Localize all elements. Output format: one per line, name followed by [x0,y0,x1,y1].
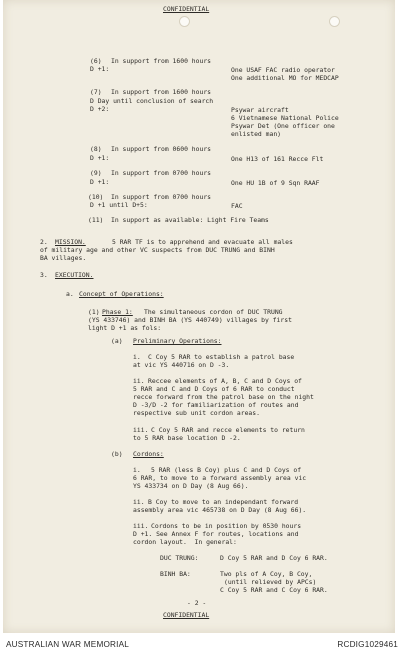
cordon-area-label: BINH BA: [160,570,191,578]
item-line: 5 RAR (less B Coy) plus C and D Coys of [151,466,302,474]
item-line: 6 RAR, to move to a forward assembly area vic [133,474,307,482]
support-unit: One USAF FAC radio operator [231,66,335,74]
item-number: i. [133,466,141,474]
item-line: D -3/D -2 for familiarization of routes and [133,401,299,409]
cordon-area-text: D Coy 5 RAR and D Coy 6 RAR. [220,554,328,562]
item-line: 5 RAR and C and D Coys of 6 RAR to conduct [133,385,295,393]
item-line: recce forward from the patrol base on the night [133,393,314,401]
subsection-number: a. [66,290,74,298]
support-unit: FAC [231,202,243,210]
item-line: D +1. See Annex F for routes, locations and [133,530,299,538]
phase-line: The simultaneous cordon of DUC TRUNG [144,308,283,316]
archive-institution: AUSTRALIAN WAR MEMORIAL [6,640,130,649]
support-day: D +1: [90,178,110,186]
mission-line: 5 RAR TF is to apprehend and evacuate all males [112,238,293,246]
item-line: to 5 RAR base location D -2. [133,434,241,442]
support-unit: One H13 of 161 Recce Flt [231,155,324,163]
support-unit: Psywar Det (One officer one [231,122,335,130]
support-day: D +1: [90,154,110,162]
archive-reference: RCDIG1029461 [337,640,398,649]
cordon-area-text: (until relieved by APCs) [224,578,317,586]
support-number: (11) [88,216,104,224]
item-line: at vic YS 440716 on D -3. [133,361,230,369]
support-unit: enlisted man) [231,130,282,138]
item-line: Reccee elements of A, B, C and D Coys of [148,377,302,385]
support-number: (8) [90,145,102,153]
support-number: (7) [90,88,102,96]
item-line: C Coy 5 RAR and recce elements to return [151,426,305,434]
item-number: iii. [133,426,149,434]
support-day: D +2: [90,105,110,113]
mission-line: BA villages. [40,254,87,262]
item-number: i. [133,353,141,361]
support-text: In support from 1600 hours [111,57,212,65]
header-classification: CONFIDENTIAL [163,5,210,13]
support-unit: 6 Vietnamese National Police [231,114,339,122]
support-text: In support from 0700 hours [111,193,212,201]
item-number: iii. [133,522,149,530]
subpara-number: (a) [111,337,123,345]
page-number: - 2 - [187,599,207,607]
item-number: ii. [133,498,145,506]
item-line: B Coy to move to an independant forward [148,498,299,506]
phase-line: light D +1 as fols: [88,324,162,332]
support-day: D Day until conclusion of search [90,97,214,105]
item-line: assembly area vic 465738 on D Day (8 Aug 66). [133,506,307,514]
item-line: Cordons to be in position by 0530 hours [151,522,302,530]
support-day: D +1 until D+5: [90,201,148,209]
support-text: In support from 0600 hours [111,145,212,153]
support-unit: One HU 1B of 9 Sqn RAAF [231,179,320,187]
execution-heading: EXECUTION. [55,271,94,279]
phase-line: (YS 433746) and BINH BA (YS 440749) villages by first [88,316,292,324]
support-number: (9) [90,169,102,177]
mission-line: of military age and other VC suspects from DUC TRUNG and BINH [40,246,275,254]
punch-hole [179,16,190,27]
cordon-area-text: Two pls of A Coy, B Coy, [220,570,313,578]
subpara-number: (b) [111,450,123,458]
section-number: 3. [40,271,48,279]
item-line: C Coy 5 RAR to establish a patrol base [148,353,295,361]
phase-label: Phase 1: [102,308,133,316]
support-text: In support from 1600 hours [111,88,212,96]
item-line: respective sub unit cordon areas. [133,409,260,417]
concept-heading: Concept of Operations: [79,290,164,298]
footer-classification: CONFIDENTIAL [163,611,210,619]
section-number: 2. [40,238,48,246]
item-number: ii. [133,377,145,385]
support-text: In support from 0700 hours [111,169,212,177]
support-day: D +1: [90,65,110,73]
punch-hole [329,16,340,27]
preliminary-heading: Preliminary Operations: [133,337,222,345]
mission-heading: MISSION. [55,238,86,246]
support-number: (6) [90,57,102,65]
archive-footer [0,636,404,654]
support-unit: Psywar aircraft [231,106,289,114]
item-line: YS 433734 on D Day (8 Aug 66). [133,482,249,490]
cordon-area-label: DUC TRUNG: [160,554,199,562]
support-unit: One additional MO for MEDCAP [231,74,339,82]
cordon-area-text: C Coy 5 RAR and C Coy 6 RAR. [220,586,328,594]
support-text: In support as available: Light Fire Teams [111,216,269,224]
item-line: cordon layout. In general: [133,538,237,546]
support-number: (10) [88,193,104,201]
phase-number: (1) [88,308,100,316]
cordons-heading: Cordons: [133,450,164,458]
